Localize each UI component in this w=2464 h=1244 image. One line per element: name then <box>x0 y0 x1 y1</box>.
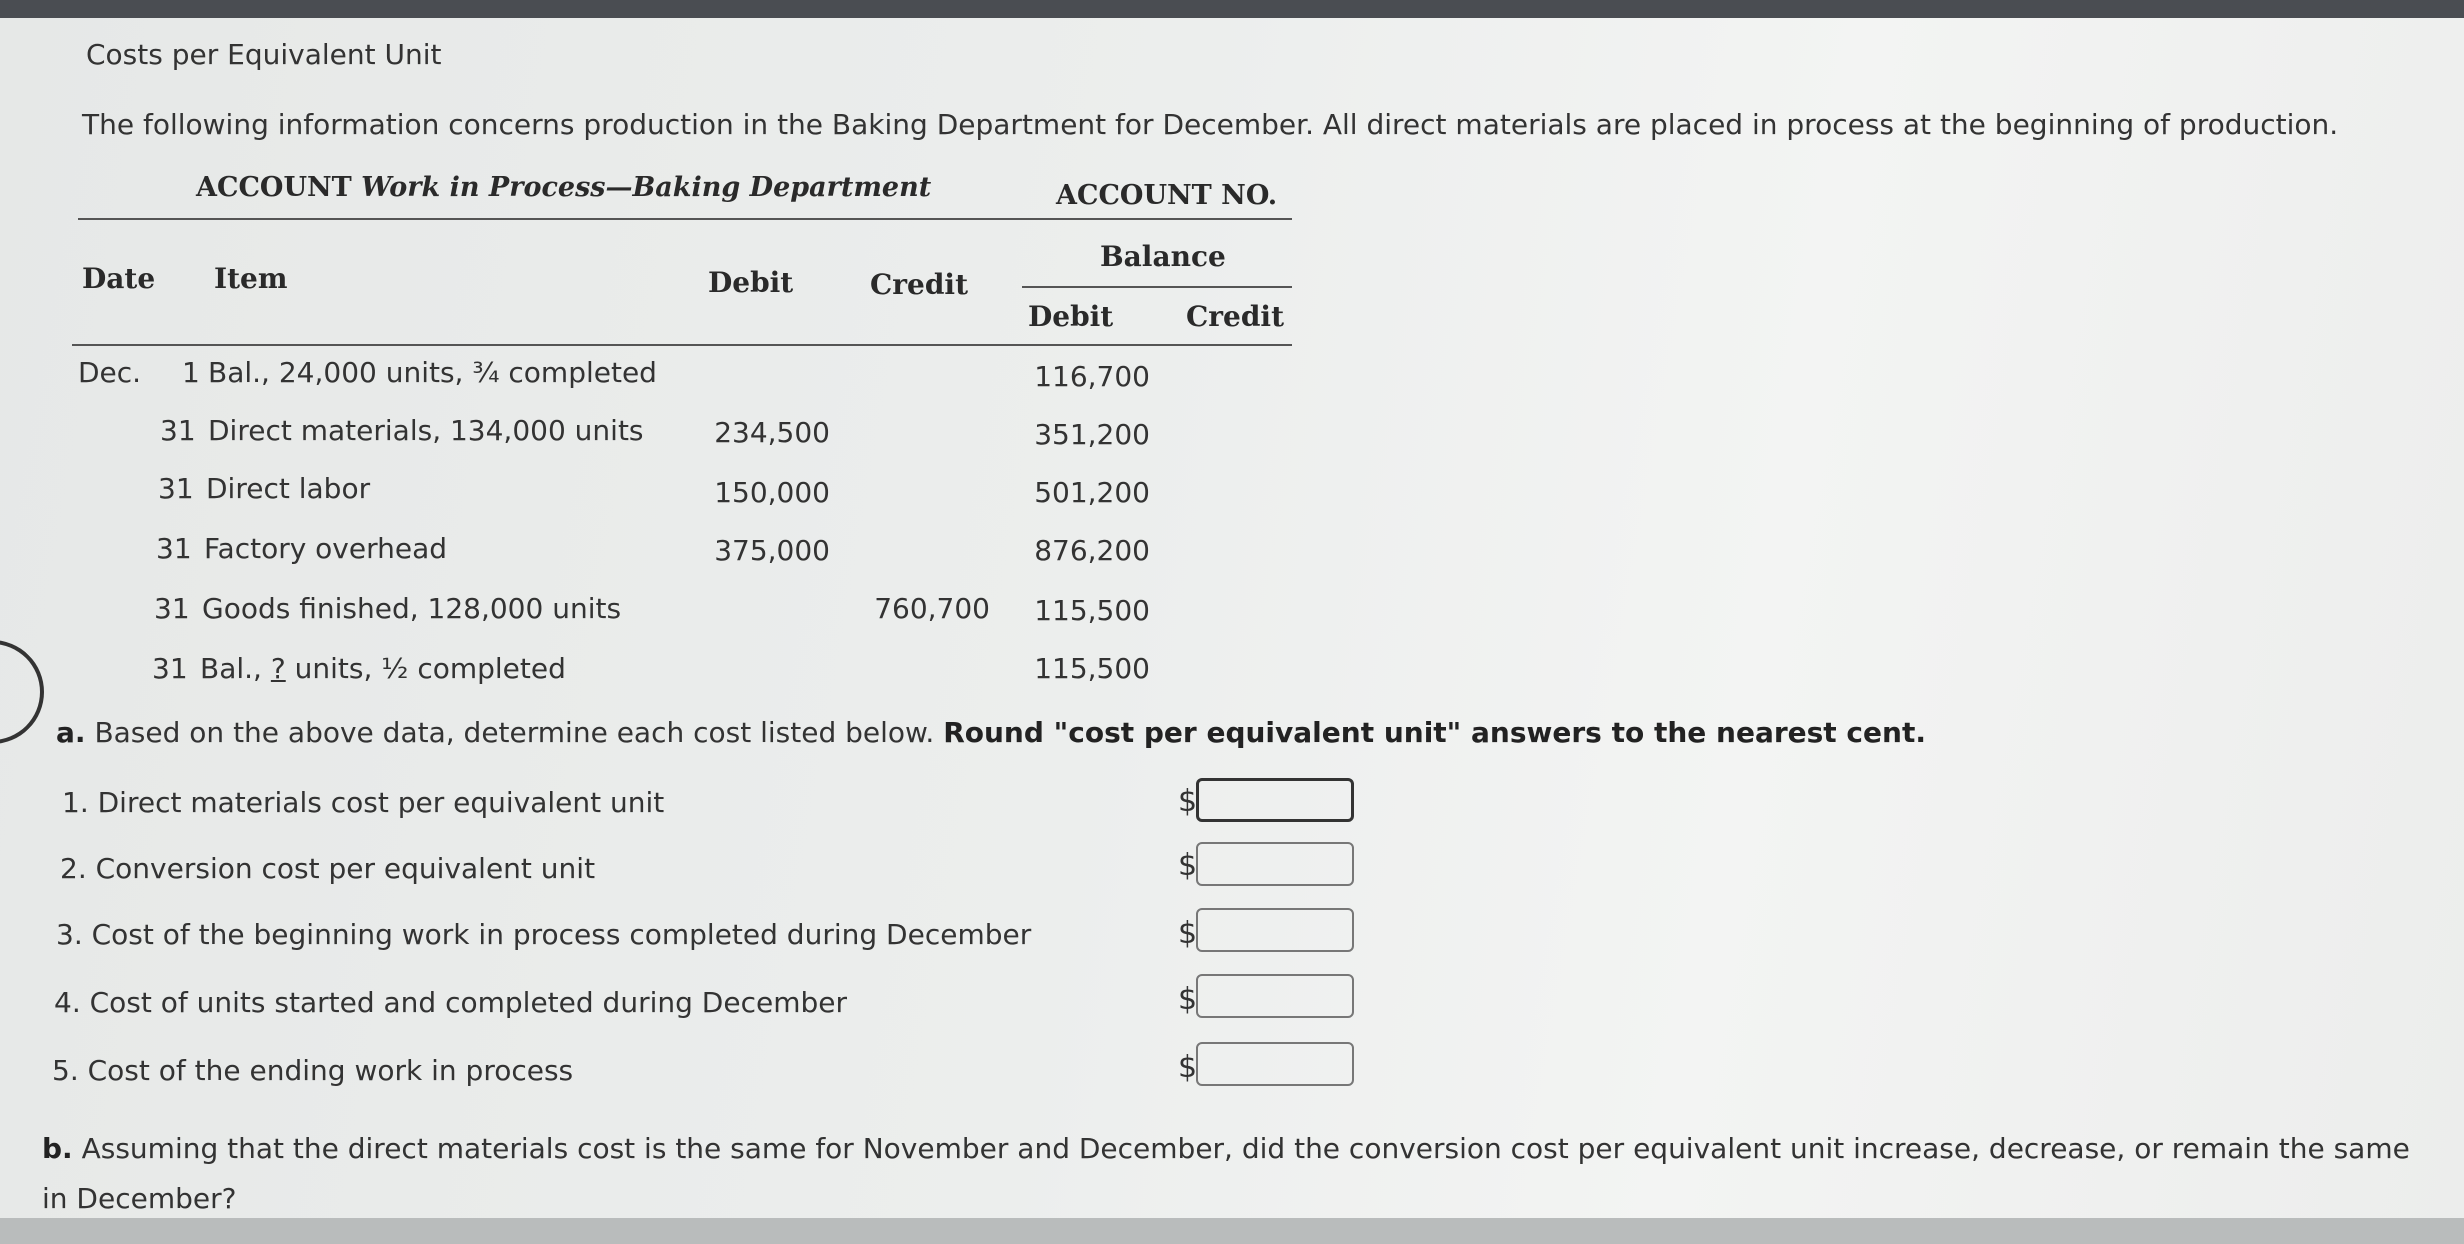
answer-input-1[interactable] <box>1196 778 1354 822</box>
row5-balance-debit: 115,500 <box>1034 594 1150 627</box>
item-1-num: 1. <box>62 786 89 819</box>
page-title: Costs per Equivalent Unit <box>86 38 442 71</box>
item-2-num: 2. <box>60 852 87 885</box>
col-header-balance-debit: Debit <box>1028 300 1114 333</box>
part-a-question <box>56 716 1926 749</box>
row3-day: 31 <box>158 472 194 505</box>
part-b-text: Assuming that the direct materials cost is the same for November and December, did the conversion cost per equivalent unit increase, decrease, or remain the same in December? <box>42 1132 2410 1215</box>
row6-balance-debit: 115,500 <box>1034 652 1150 685</box>
part-a-text: Based on the above data, determine each cost listed below. <box>94 716 935 749</box>
row5-item: Goods finished, 128,000 units <box>202 592 622 625</box>
col-header-balance-credit: Credit <box>1186 300 1284 333</box>
item-4 <box>54 986 847 1019</box>
answer-input-5[interactable] <box>1196 1042 1354 1086</box>
item-3-text: Cost of the beginning work in process completed during December <box>91 918 1032 951</box>
row4-debit: 375,000 <box>714 534 830 567</box>
row1-balance-debit: 116,700 <box>1034 360 1150 393</box>
account-title: Work in Process—Baking Department <box>361 172 932 203</box>
col-header-credit: Credit <box>870 268 968 301</box>
part-b-label: b. <box>42 1132 73 1165</box>
row3-balance-debit: 501,200 <box>1034 476 1150 509</box>
row6-item-prefix: Bal., <box>200 652 271 685</box>
item-2 <box>60 852 595 885</box>
intro-text: The following information concerns production in the Baking Department for December. All direct materials are placed in process at the beginning of production. <box>82 108 2339 141</box>
row2-balance-debit: 351,200 <box>1034 418 1150 451</box>
part-a-label: a. <box>56 716 86 749</box>
item-4-currency: $ <box>1178 982 1198 1017</box>
answer-input-3[interactable] <box>1196 908 1354 952</box>
balance-underline <box>1022 286 1292 288</box>
row4-balance-debit: 876,200 <box>1034 534 1150 567</box>
row2-day: 31 <box>160 414 196 447</box>
row6-day: 31 <box>152 652 188 685</box>
item-3-currency: $ <box>1178 916 1198 951</box>
item-2-currency: $ <box>1178 848 1198 883</box>
item-1-currency: $ <box>1178 784 1198 819</box>
header-rule-bottom <box>72 344 1292 346</box>
row1-day: 1 <box>182 356 200 389</box>
col-header-balance: Balance <box>1100 240 1226 273</box>
account-label: ACCOUNT <box>196 172 352 203</box>
account-number-label: ACCOUNT NO. <box>1056 180 1278 211</box>
answer-input-4[interactable] <box>1196 974 1354 1018</box>
col-header-date: Date <box>82 262 156 295</box>
col-header-item: Item <box>214 262 288 295</box>
row2-debit: 234,500 <box>714 416 830 449</box>
item-1 <box>62 786 664 819</box>
item-2-text: Conversion cost per equivalent unit <box>95 852 596 885</box>
item-1-text: Direct materials cost per equivalent unit <box>97 786 665 819</box>
row2-item: Direct materials, 134,000 units <box>208 414 644 447</box>
row3-debit: 150,000 <box>714 476 830 509</box>
item-5-num: 5. <box>52 1054 79 1087</box>
part-a-bold-text: Round "cost per equivalent unit" answers to the nearest cent. <box>943 716 1926 749</box>
row4-item: Factory overhead <box>204 532 448 565</box>
row3-item: Direct labor <box>206 472 371 505</box>
row5-credit: 760,700 <box>874 592 990 625</box>
row4-day: 31 <box>156 532 192 565</box>
account-name <box>196 172 931 203</box>
row1-date: Dec. <box>78 356 142 389</box>
item-5 <box>52 1054 573 1087</box>
row5-day: 31 <box>154 592 190 625</box>
item-5-currency: $ <box>1178 1050 1198 1085</box>
item-4-num: 4. <box>54 986 81 1019</box>
item-3 <box>56 918 1031 951</box>
header-rule-top <box>78 218 1292 220</box>
item-5-text: Cost of the ending work in process <box>87 1054 574 1087</box>
item-4-text: Cost of units started and completed during December <box>89 986 847 1019</box>
top-bar <box>0 0 2464 18</box>
col-header-debit: Debit <box>708 266 794 299</box>
item-3-num: 3. <box>56 918 83 951</box>
row6-item-unknown: ? <box>270 652 286 685</box>
answer-input-2[interactable] <box>1196 842 1354 886</box>
row6-item-suffix: units, ½ completed <box>285 652 566 685</box>
part-b-question <box>42 1124 2422 1224</box>
row1-item: Bal., 24,000 units, ¾ completed <box>208 356 657 389</box>
row6-item <box>200 652 566 685</box>
